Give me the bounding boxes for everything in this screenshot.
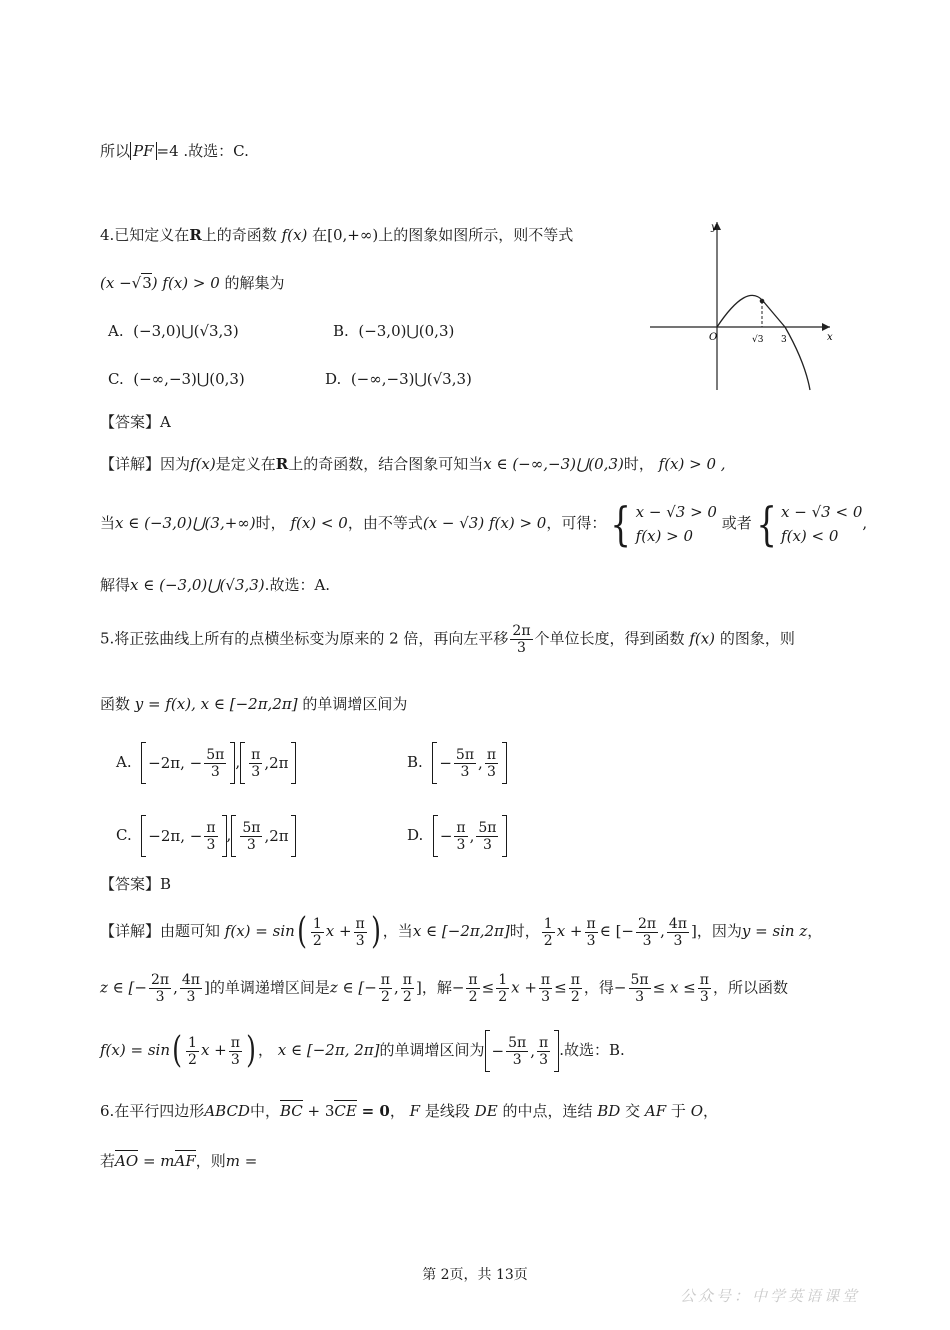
num: 2π: [638, 915, 657, 932]
den: 2: [570, 989, 580, 1005]
num: 1: [498, 972, 508, 988]
expr: x ∈ (−∞,−3)⋃(0,3): [483, 455, 624, 473]
expr: ) f(x) > 0: [151, 274, 220, 292]
text: = 0: [361, 1102, 390, 1120]
page-footer: 第 2页，共 13页: [422, 1267, 528, 1283]
q4-option-b: [333, 322, 454, 340]
expr: f(x) < 0: [290, 514, 348, 532]
num: π: [251, 746, 261, 763]
vector-ce: CE: [334, 1102, 357, 1120]
den: 3: [482, 836, 492, 853]
text: (−3,0)⋃(√3,3): [133, 322, 239, 340]
num: π: [486, 746, 497, 763]
origin-label: O: [709, 332, 718, 343]
expr: y = sin z: [741, 922, 808, 940]
set-r: R: [189, 226, 202, 244]
q5-detail-line3: f(x) = sin( $\frac{1}{2}$ x + $\frac{\pi}{3}$ ) ， x ∈ [−2π, 2π]的单调增区间为 − $\frac{5\pi}{3}$ , $\frac{\pi}{3}$ .故选：B.: [100, 1030, 625, 1071]
text: (−∞,−3)⋃(0,3): [133, 370, 245, 388]
case-row: f(x) > 0: [635, 527, 694, 545]
q4-detail-line3: [100, 576, 330, 594]
text: ,2π: [264, 754, 289, 772]
interval: [0,+∞): [327, 226, 379, 244]
abs-pf: PF: [130, 142, 157, 160]
text: + 3: [307, 1102, 335, 1120]
expr: (x − √3) f(x) > 0: [422, 514, 547, 532]
prev-answer-line: [100, 142, 249, 160]
text: 在: [312, 226, 328, 244]
text: ]，因为: [691, 922, 742, 940]
text: 所以: [100, 142, 131, 160]
text: −: [451, 978, 465, 997]
fx: f(x): [190, 455, 216, 473]
vector-af: AF: [174, 1152, 196, 1170]
den: 3: [517, 640, 526, 656]
sqrt3: 3: [142, 274, 152, 292]
text: 的图象，则: [719, 629, 795, 648]
den: 2: [188, 1051, 197, 1068]
text: ，则: [195, 1152, 226, 1170]
text: 上的奇函数，结合图象可知当: [288, 455, 484, 473]
expr: z ∈ [−: [100, 978, 147, 997]
num: π: [402, 972, 412, 988]
den: 3: [586, 932, 596, 949]
vector-ao: AO: [115, 1152, 139, 1170]
frac-shift: [510, 623, 532, 656]
max-point: [760, 299, 765, 304]
label: B.: [333, 322, 349, 340]
den: 3: [155, 989, 165, 1005]
text: 个单位长度，得到函数: [534, 629, 685, 648]
expr: (x −: [100, 274, 132, 292]
expr: AF: [644, 1102, 667, 1120]
set-r: R: [275, 455, 289, 473]
x-arrow: [822, 323, 830, 331]
expr: m =: [225, 1152, 258, 1170]
q5-detail-line2: z ∈ [− $\frac{2\pi}{3}$ , $\frac{4\pi}{3}$ ]的单调递增区间是z ∈ [− $\frac{\pi}{2}$ , $\frac{\pi}{2}$ ]，解− $\frac{\pi}{2}$ ≤ $\frac{1}{2}$ x + $\frac{\pi}{3}$ ≤ $\frac{\pi}{2}$ ，得− $\frac{5\pi}{3}$ ≤ x ≤ $\frac{\pi}{3}$ ，所以函数: [100, 972, 788, 1005]
label: C.: [108, 370, 124, 388]
text: ，: [703, 1102, 719, 1120]
text: .故选：A.: [264, 576, 331, 594]
expr: BD: [597, 1102, 621, 1120]
case-row: x − √3 < 0: [781, 503, 863, 521]
num: 4π: [668, 915, 687, 932]
fx: f(x): [689, 629, 716, 648]
text: 时，: [623, 455, 654, 473]
text: =4 .故选：C.: [156, 142, 249, 160]
den: 3: [246, 836, 256, 853]
q5-option-a: A. −2π, − $\frac{5\pi}{3}$ , $\frac{\pi}{3}$ ,2π: [116, 742, 296, 784]
text: 5.将正弦曲线上所有的点横坐标变为原来的 2 倍，再向左平移: [100, 629, 509, 648]
den: 3: [251, 763, 261, 780]
label: A.: [108, 322, 124, 340]
text: 【详解】因为: [100, 455, 191, 473]
den: 3: [460, 763, 470, 780]
q5-option-c: C. −2π, − $\frac{\pi}{3}$ , $\frac{5\pi}{3}$ ,2π: [116, 815, 296, 857]
expr: y = f(x), x ∈ [−2π,2π]: [134, 695, 298, 713]
text: ，得: [583, 978, 614, 997]
text: −: [439, 827, 453, 845]
text: 中，: [249, 1102, 280, 1120]
text: 的单调增区间为: [379, 1041, 485, 1059]
den: 2: [312, 932, 322, 949]
num: π: [699, 972, 709, 988]
text: 是定义在: [215, 455, 276, 473]
q4-stem-line2: (x −√3) f(x) > 0 的解集为: [100, 274, 285, 292]
text: 时，: [509, 922, 540, 940]
curve: [717, 295, 810, 390]
text: ]，解: [415, 978, 452, 997]
q5-detail-line1: 【详解】由题可知 f(x) = sin( $\frac{1}{2}$ x + $\frac{\pi}{3}$ ) ，当x ∈ [−2π,2π]时， $\frac{1}{2}$ x + $\frac{\pi}{3}$ ∈ [− $\frac{2\pi}{3}$ , $\frac{4\pi}{3}$ ]，因为y = sin z，: [100, 911, 823, 952]
text: (−3,0)⋃(0,3): [358, 322, 455, 340]
expr: x +: [556, 922, 583, 940]
num: π: [456, 819, 466, 836]
text: (−∞,−3)⋃(√3,3): [350, 370, 472, 388]
y-label: y: [711, 222, 717, 233]
den: 2: [543, 932, 553, 949]
den: 3: [230, 1051, 240, 1068]
text: ≤: [554, 978, 567, 997]
expr: = m: [142, 1152, 175, 1170]
num: π: [206, 819, 216, 836]
q4-option-d: [325, 370, 472, 388]
q5-stem-line1: [100, 623, 795, 656]
tick-sqrt3: √3: [752, 335, 764, 345]
label: D.: [407, 826, 424, 844]
expr: x ∈ (−3,0)⋃(√3,3): [130, 576, 265, 594]
text: 于: [670, 1102, 686, 1120]
den: 2: [380, 989, 390, 1005]
text: ≤: [481, 978, 495, 997]
text: 的中点，连结: [502, 1102, 593, 1120]
expr: ≤ x ≤: [652, 978, 696, 997]
q4-option-a: [108, 322, 239, 340]
text: 或者: [721, 514, 752, 532]
text: −: [491, 1042, 505, 1060]
expr: O: [690, 1102, 704, 1120]
text: ，当: [382, 922, 413, 940]
q5-option-b: B. − $\frac{5\pi}{3}$ , $\frac{\pi}{3}$: [407, 742, 507, 784]
label: A.: [116, 753, 132, 771]
expr: f(x) = sin: [100, 1041, 170, 1059]
den: 3: [456, 836, 466, 853]
expr: x +: [511, 978, 537, 997]
text: 当: [100, 514, 116, 532]
text: 解得: [100, 576, 131, 594]
num: π: [230, 1034, 240, 1051]
den: 3: [186, 989, 196, 1005]
text: ∈ [−: [599, 922, 634, 940]
den: 2: [402, 989, 412, 1005]
text: ,2π: [264, 827, 289, 845]
den: 3: [486, 763, 496, 780]
num: 1: [312, 915, 322, 932]
text: ，可得：: [546, 514, 607, 532]
expr: x +: [325, 922, 352, 940]
q6-stem-line1: [100, 1102, 718, 1120]
num: π: [355, 915, 365, 932]
q4-stem-line1: [100, 226, 573, 244]
fx: f(x): [281, 226, 308, 244]
text: −: [613, 978, 627, 997]
x-label: x: [827, 332, 833, 343]
expr: z ∈ [−: [329, 978, 377, 997]
text: 上的奇函数: [201, 226, 277, 244]
q5-stem-line2: [100, 695, 407, 713]
text: 的单调增区间为: [302, 695, 408, 713]
num: 5π: [206, 746, 225, 763]
num: 2π: [150, 972, 170, 988]
text: ，所以函数: [712, 978, 788, 997]
num: 5π: [478, 819, 497, 836]
num: π: [586, 915, 596, 932]
num: π: [538, 1034, 549, 1051]
den: 3: [512, 1051, 522, 1068]
den: 2: [468, 989, 478, 1005]
watermark: 公众号：中学英语课堂: [680, 1287, 861, 1305]
num: π: [380, 972, 390, 988]
den: 3: [539, 1051, 549, 1068]
expr: F: [409, 1102, 421, 1120]
text: ，由不等式: [347, 514, 423, 532]
expr: x +: [200, 1041, 227, 1059]
text: 的解集为: [224, 274, 285, 292]
den: 3: [699, 989, 709, 1005]
tick-3: 3: [781, 335, 787, 345]
num: 5π: [630, 972, 649, 988]
num: 4π: [181, 972, 200, 988]
text: 上的图象如图所示，则不等式: [378, 226, 574, 244]
expr: x ∈ (−3,0)⋃(3,+∞): [115, 514, 256, 532]
text: ，: [389, 1102, 405, 1120]
text: −2π, −: [148, 754, 203, 772]
case-row: f(x) < 0: [781, 527, 839, 545]
q4-detail-line2: 当x ∈ (−3,0)⋃(3,+∞)时， f(x) < 0，由不等式(x − √3) f(x) > 0，可得： { x − √3 > 0 f(x) > 0 或者 { x − √3 < 0 f(x) < 0 ,: [100, 497, 868, 551]
q6-stem-line2: [100, 1152, 257, 1170]
den: 3: [210, 763, 220, 780]
text: ，: [807, 922, 823, 940]
den: 3: [541, 989, 550, 1005]
num: 1: [543, 915, 553, 932]
q4-function-graph: [645, 212, 840, 392]
q4-detail-line1: [100, 455, 726, 473]
vector-bc: BC: [279, 1102, 303, 1120]
num: 5π: [508, 1034, 527, 1051]
case-system-1: { x − √3 > 0 f(x) > 0: [610, 497, 717, 551]
case-system-2: { x − √3 < 0 f(x) < 0: [756, 497, 863, 551]
q5-option-d: D. − $\frac{\pi}{3}$ , $\frac{5\pi}{3}$: [407, 815, 507, 857]
text: 交: [625, 1102, 641, 1120]
num: 1: [188, 1034, 197, 1051]
num: 2π: [512, 623, 531, 639]
den: 3: [206, 836, 216, 853]
text: −2π, −: [148, 827, 203, 845]
text: −: [439, 754, 452, 772]
text: 时，: [255, 514, 286, 532]
expr: x ∈ [−2π,2π]: [412, 922, 510, 940]
q4-answer: 【答案】A: [100, 413, 171, 431]
num: π: [468, 972, 478, 988]
num: π: [570, 972, 580, 988]
text: 若: [100, 1152, 116, 1170]
den: 3: [642, 932, 652, 949]
text: 【详解】由题可知: [100, 922, 221, 940]
label: D.: [325, 370, 342, 388]
case-row: x − √3 > 0: [635, 503, 717, 521]
den: 2: [498, 989, 508, 1005]
label: B.: [407, 753, 423, 771]
expr: x ∈ [−2π, 2π]: [277, 1041, 380, 1059]
q5-answer: 【答案】B: [100, 875, 172, 893]
text: 函数: [100, 695, 131, 713]
num: 5π: [242, 819, 261, 836]
den: 3: [355, 932, 365, 949]
text: ]的单调递增区间是: [203, 978, 330, 997]
text: 4.已知定义在: [100, 226, 190, 244]
num: 5π: [455, 746, 475, 763]
text: 是线段: [424, 1102, 470, 1120]
text: 6.在平行四边形: [100, 1102, 205, 1120]
den: 3: [673, 932, 683, 949]
label: C.: [116, 826, 132, 844]
expr: f(x) = sin: [224, 922, 295, 940]
num: π: [540, 972, 551, 988]
q4-option-c: [108, 370, 245, 388]
expr: DE: [474, 1102, 498, 1120]
expr: ABCD: [204, 1102, 250, 1120]
text: .故选：B.: [559, 1041, 625, 1059]
expr: f(x) > 0 ,: [658, 455, 726, 473]
den: 3: [635, 989, 645, 1005]
